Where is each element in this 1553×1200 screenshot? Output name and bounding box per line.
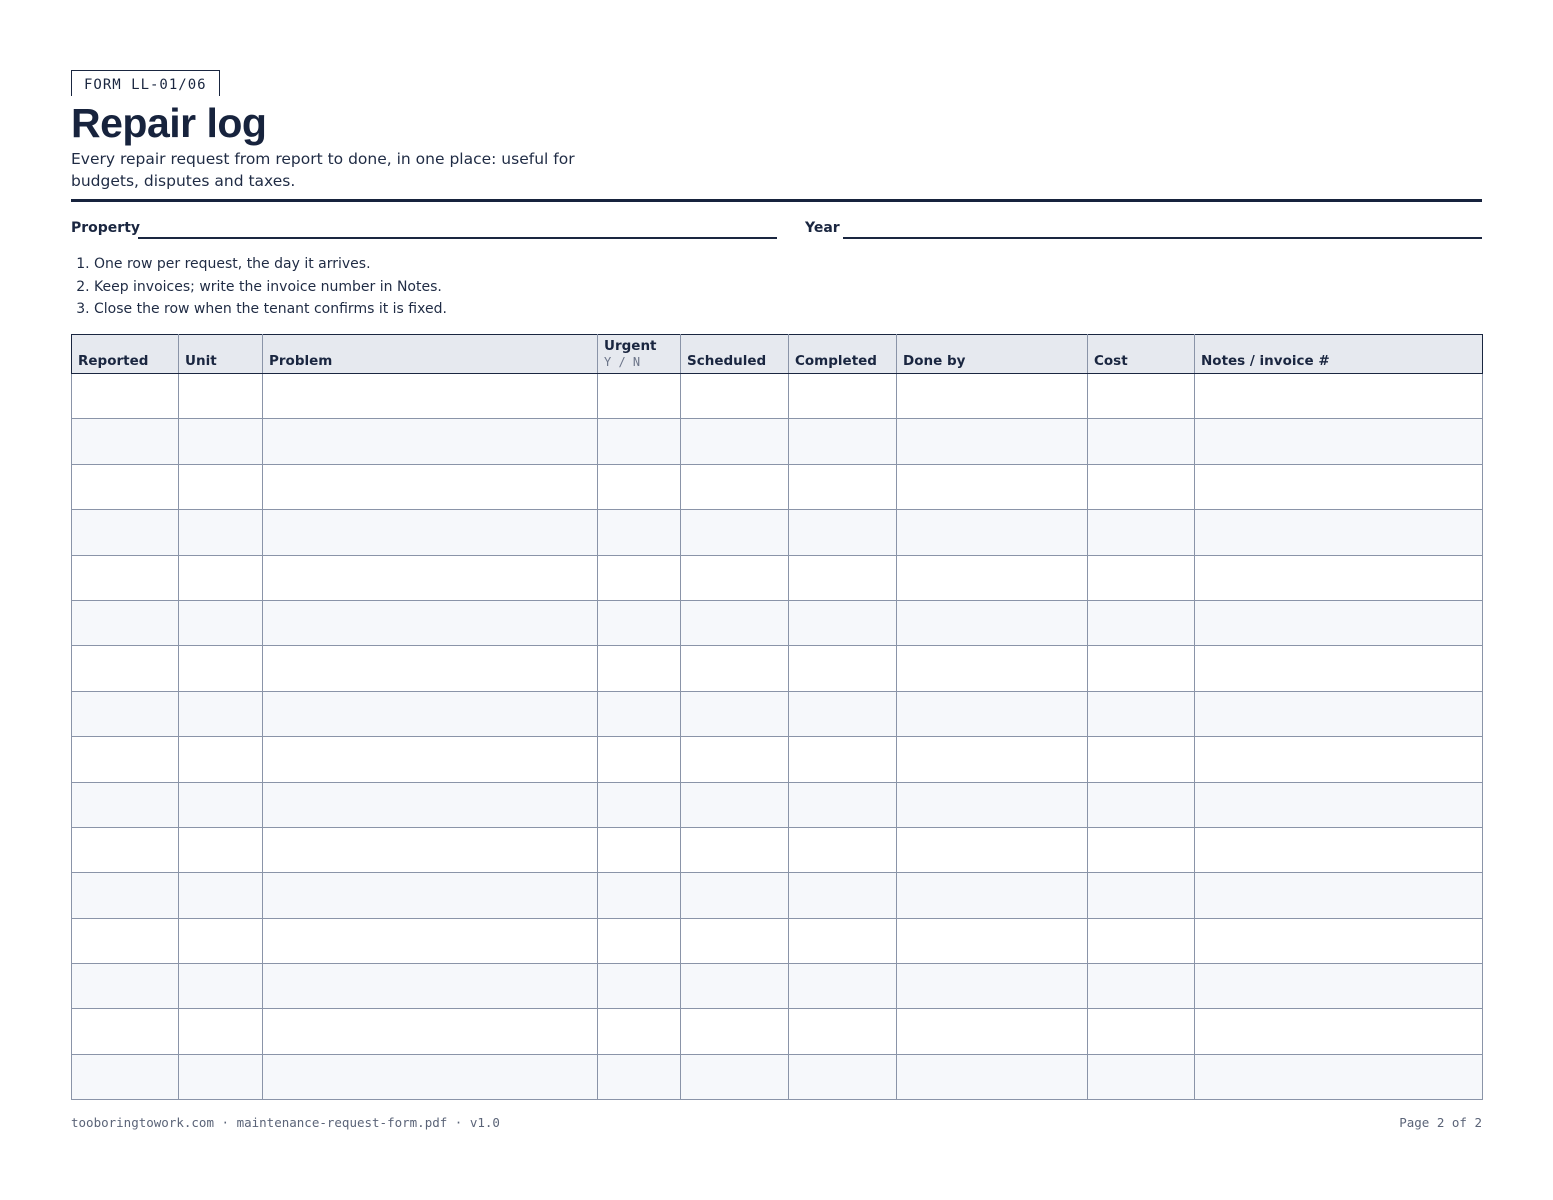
table-cell[interactable] xyxy=(681,374,789,419)
table-row xyxy=(72,600,1483,645)
column-header-reported: Reported xyxy=(72,335,179,374)
table-cell[interactable] xyxy=(179,510,263,555)
table-cell[interactable] xyxy=(681,1009,789,1054)
table-cell[interactable] xyxy=(179,782,263,827)
table-cell[interactable] xyxy=(1088,419,1195,464)
page-subtitle: Every repair request from report to done, in one place: useful for budgets, disputes and taxes. xyxy=(71,150,575,190)
table-cell[interactable] xyxy=(72,737,179,782)
table-cell[interactable] xyxy=(179,827,263,872)
table-cell[interactable] xyxy=(263,918,598,963)
table-cell[interactable] xyxy=(789,646,897,691)
table-cell[interactable] xyxy=(897,600,1088,645)
table-cell[interactable] xyxy=(789,873,897,918)
table-cell[interactable] xyxy=(179,1054,263,1099)
table-cell[interactable] xyxy=(789,600,897,645)
table-cell[interactable] xyxy=(1195,1009,1483,1054)
table-cell[interactable] xyxy=(72,419,179,464)
table-cell[interactable] xyxy=(1195,873,1483,918)
table-row xyxy=(72,918,1483,963)
table-cell[interactable] xyxy=(897,1054,1088,1099)
table-cell[interactable] xyxy=(897,419,1088,464)
table-cell[interactable] xyxy=(179,737,263,782)
table-cell[interactable] xyxy=(897,464,1088,509)
table-cell[interactable] xyxy=(681,464,789,509)
table-cell[interactable] xyxy=(897,646,1088,691)
table-cell[interactable] xyxy=(263,827,598,872)
table-cell[interactable] xyxy=(598,827,681,872)
table-cell[interactable] xyxy=(1088,737,1195,782)
table-cell[interactable] xyxy=(72,691,179,736)
table-cell[interactable] xyxy=(681,1054,789,1099)
table-cell[interactable] xyxy=(598,646,681,691)
table-cell[interactable] xyxy=(1088,555,1195,600)
table-cell[interactable] xyxy=(179,691,263,736)
table-cell[interactable] xyxy=(263,464,598,509)
table-cell[interactable] xyxy=(681,737,789,782)
table-cell[interactable] xyxy=(897,782,1088,827)
column-header-scheduled: Scheduled xyxy=(681,335,789,374)
table-cell[interactable] xyxy=(1088,918,1195,963)
table-cell[interactable] xyxy=(681,646,789,691)
table-cell[interactable] xyxy=(263,873,598,918)
table-cell[interactable] xyxy=(681,691,789,736)
table-cell[interactable] xyxy=(263,964,598,1009)
table-body xyxy=(72,374,1483,1100)
table-cell[interactable] xyxy=(789,419,897,464)
table-cell[interactable] xyxy=(179,374,263,419)
table-cell[interactable] xyxy=(263,691,598,736)
table-cell[interactable] xyxy=(263,782,598,827)
table-cell[interactable] xyxy=(897,964,1088,1009)
table-cell[interactable] xyxy=(681,600,789,645)
table-header-row xyxy=(72,335,1483,374)
column-header-done-by: Done by xyxy=(897,335,1088,374)
table-cell[interactable] xyxy=(598,374,681,419)
table-cell[interactable] xyxy=(598,873,681,918)
table-cell[interactable] xyxy=(789,555,897,600)
table-cell[interactable] xyxy=(72,873,179,918)
table-cell[interactable] xyxy=(72,964,179,1009)
table-row xyxy=(72,464,1483,509)
table-cell[interactable] xyxy=(1195,1054,1483,1099)
table-cell[interactable] xyxy=(263,374,598,419)
table-row xyxy=(72,737,1483,782)
table-cell[interactable] xyxy=(681,782,789,827)
form-id-tag: FORM LL-01/06 xyxy=(71,70,220,96)
table-cell[interactable] xyxy=(789,782,897,827)
table-cell[interactable] xyxy=(1195,646,1483,691)
table-cell[interactable] xyxy=(263,555,598,600)
table-cell[interactable] xyxy=(1088,964,1195,1009)
year-field[interactable] xyxy=(843,237,1482,239)
table-cell[interactable] xyxy=(1088,1054,1195,1099)
table-cell[interactable] xyxy=(789,918,897,963)
table-cell[interactable] xyxy=(598,419,681,464)
table-cell[interactable] xyxy=(1195,510,1483,555)
table-cell[interactable] xyxy=(1088,691,1195,736)
table-cell[interactable] xyxy=(897,374,1088,419)
table-cell[interactable] xyxy=(263,1009,598,1054)
table-cell[interactable] xyxy=(72,510,179,555)
table-cell[interactable] xyxy=(1088,510,1195,555)
table-cell[interactable] xyxy=(598,782,681,827)
table-cell[interactable] xyxy=(789,827,897,872)
table-row xyxy=(72,1009,1483,1054)
table-cell[interactable] xyxy=(598,918,681,963)
table-cell[interactable] xyxy=(72,374,179,419)
table-cell[interactable] xyxy=(598,964,681,1009)
table-cell[interactable] xyxy=(789,464,897,509)
table-cell[interactable] xyxy=(263,510,598,555)
table-row xyxy=(72,782,1483,827)
table-cell[interactable] xyxy=(789,374,897,419)
table-cell[interactable] xyxy=(598,1009,681,1054)
table-cell[interactable] xyxy=(681,555,789,600)
repair-log-table xyxy=(71,334,1483,1100)
table-cell[interactable] xyxy=(72,918,179,963)
table-cell[interactable] xyxy=(681,510,789,555)
column-header-urgent: Urgent Y / N xyxy=(598,335,681,374)
table-cell[interactable] xyxy=(897,1009,1088,1054)
table-cell[interactable] xyxy=(789,1009,897,1054)
header-fields xyxy=(71,220,1482,240)
table-cell[interactable] xyxy=(263,419,598,464)
table-cell[interactable] xyxy=(598,1054,681,1099)
table-cell[interactable] xyxy=(897,918,1088,963)
table-row xyxy=(72,964,1483,1009)
table-row xyxy=(72,873,1483,918)
table-cell[interactable] xyxy=(263,1054,598,1099)
table-cell[interactable] xyxy=(72,646,179,691)
instruction-item: 3. Close the row when the tenant confirms it is fixed. xyxy=(94,298,447,321)
table-cell[interactable] xyxy=(598,737,681,782)
table-cell[interactable] xyxy=(179,646,263,691)
table-cell[interactable] xyxy=(897,873,1088,918)
table-row xyxy=(72,827,1483,872)
table-cell[interactable] xyxy=(681,918,789,963)
table-cell[interactable] xyxy=(1088,1009,1195,1054)
table-cell[interactable] xyxy=(598,555,681,600)
table-cell[interactable] xyxy=(72,782,179,827)
table-row xyxy=(72,555,1483,600)
table-cell[interactable] xyxy=(789,691,897,736)
table-cell[interactable] xyxy=(72,827,179,872)
table-cell[interactable] xyxy=(598,600,681,645)
table-cell[interactable] xyxy=(789,1054,897,1099)
table-cell[interactable] xyxy=(789,964,897,1009)
table-cell[interactable] xyxy=(1195,600,1483,645)
table-cell[interactable] xyxy=(681,827,789,872)
table-cell[interactable] xyxy=(897,555,1088,600)
table-cell[interactable] xyxy=(72,600,179,645)
table-cell[interactable] xyxy=(789,510,897,555)
property-label: Property xyxy=(71,220,141,236)
table-cell[interactable] xyxy=(179,873,263,918)
table-cell[interactable] xyxy=(789,737,897,782)
table-cell[interactable] xyxy=(263,646,598,691)
column-header-problem: Problem xyxy=(263,335,598,374)
footer-source: tooboringtowork.com · maintenance-request-form.pdf · v1.0 xyxy=(71,1115,500,1130)
table-row xyxy=(72,691,1483,736)
table-cell[interactable] xyxy=(179,464,263,509)
table-cell[interactable] xyxy=(1088,827,1195,872)
table-cell[interactable] xyxy=(263,600,598,645)
table-cell[interactable] xyxy=(1195,691,1483,736)
table-cell[interactable] xyxy=(72,1054,179,1099)
instruction-item: 2. Keep invoices; write the invoice number in Notes. xyxy=(94,276,447,299)
table-cell[interactable] xyxy=(179,964,263,1009)
table-cell[interactable] xyxy=(263,737,598,782)
page-title: Repair log xyxy=(71,100,267,146)
table-cell[interactable] xyxy=(598,691,681,736)
table-cell[interactable] xyxy=(72,555,179,600)
table-cell[interactable] xyxy=(1088,374,1195,419)
instructions-list xyxy=(71,253,447,321)
column-header-cost: Cost xyxy=(1088,335,1195,374)
table-cell[interactable] xyxy=(1195,782,1483,827)
table-cell[interactable] xyxy=(179,1009,263,1054)
table-cell[interactable] xyxy=(1195,737,1483,782)
table-cell[interactable] xyxy=(1088,782,1195,827)
column-header-unit: Unit xyxy=(179,335,263,374)
urgent-hint: Y / N xyxy=(604,355,641,369)
table-cell[interactable] xyxy=(179,419,263,464)
table-cell[interactable] xyxy=(1195,374,1483,419)
table-cell[interactable] xyxy=(897,737,1088,782)
table-cell[interactable] xyxy=(179,600,263,645)
table-cell[interactable] xyxy=(1088,600,1195,645)
header-divider xyxy=(71,199,1482,202)
property-field[interactable] xyxy=(138,237,777,239)
table-row xyxy=(72,646,1483,691)
table-cell[interactable] xyxy=(1088,646,1195,691)
table-cell[interactable] xyxy=(179,918,263,963)
table-cell[interactable] xyxy=(681,873,789,918)
table-row xyxy=(72,374,1483,419)
year-label: Year xyxy=(805,220,840,236)
repair-log-form xyxy=(71,70,1482,1130)
table-cell[interactable] xyxy=(179,555,263,600)
table-cell[interactable] xyxy=(681,419,789,464)
table-cell[interactable] xyxy=(1195,555,1483,600)
table-cell[interactable] xyxy=(1088,873,1195,918)
table-cell[interactable] xyxy=(1195,918,1483,963)
table-cell[interactable] xyxy=(1195,419,1483,464)
column-header-notes: Notes / invoice # xyxy=(1195,335,1483,374)
instruction-item: 1. One row per request, the day it arrives. xyxy=(94,253,447,276)
table-row xyxy=(72,1054,1483,1099)
table-cell[interactable] xyxy=(598,510,681,555)
table-cell[interactable] xyxy=(1195,827,1483,872)
table-cell[interactable] xyxy=(681,964,789,1009)
table-cell[interactable] xyxy=(72,1009,179,1054)
footer-page-number: Page 2 of 2 xyxy=(1399,1115,1482,1130)
table-cell[interactable] xyxy=(598,464,681,509)
table-cell[interactable] xyxy=(897,691,1088,736)
table-row xyxy=(72,510,1483,555)
table-cell[interactable] xyxy=(72,464,179,509)
table-row xyxy=(72,419,1483,464)
table-cell[interactable] xyxy=(1195,464,1483,509)
table-cell[interactable] xyxy=(897,827,1088,872)
table-cell[interactable] xyxy=(897,510,1088,555)
table-cell[interactable] xyxy=(1088,464,1195,509)
table-cell[interactable] xyxy=(1195,964,1483,1009)
column-header-completed: Completed xyxy=(789,335,897,374)
